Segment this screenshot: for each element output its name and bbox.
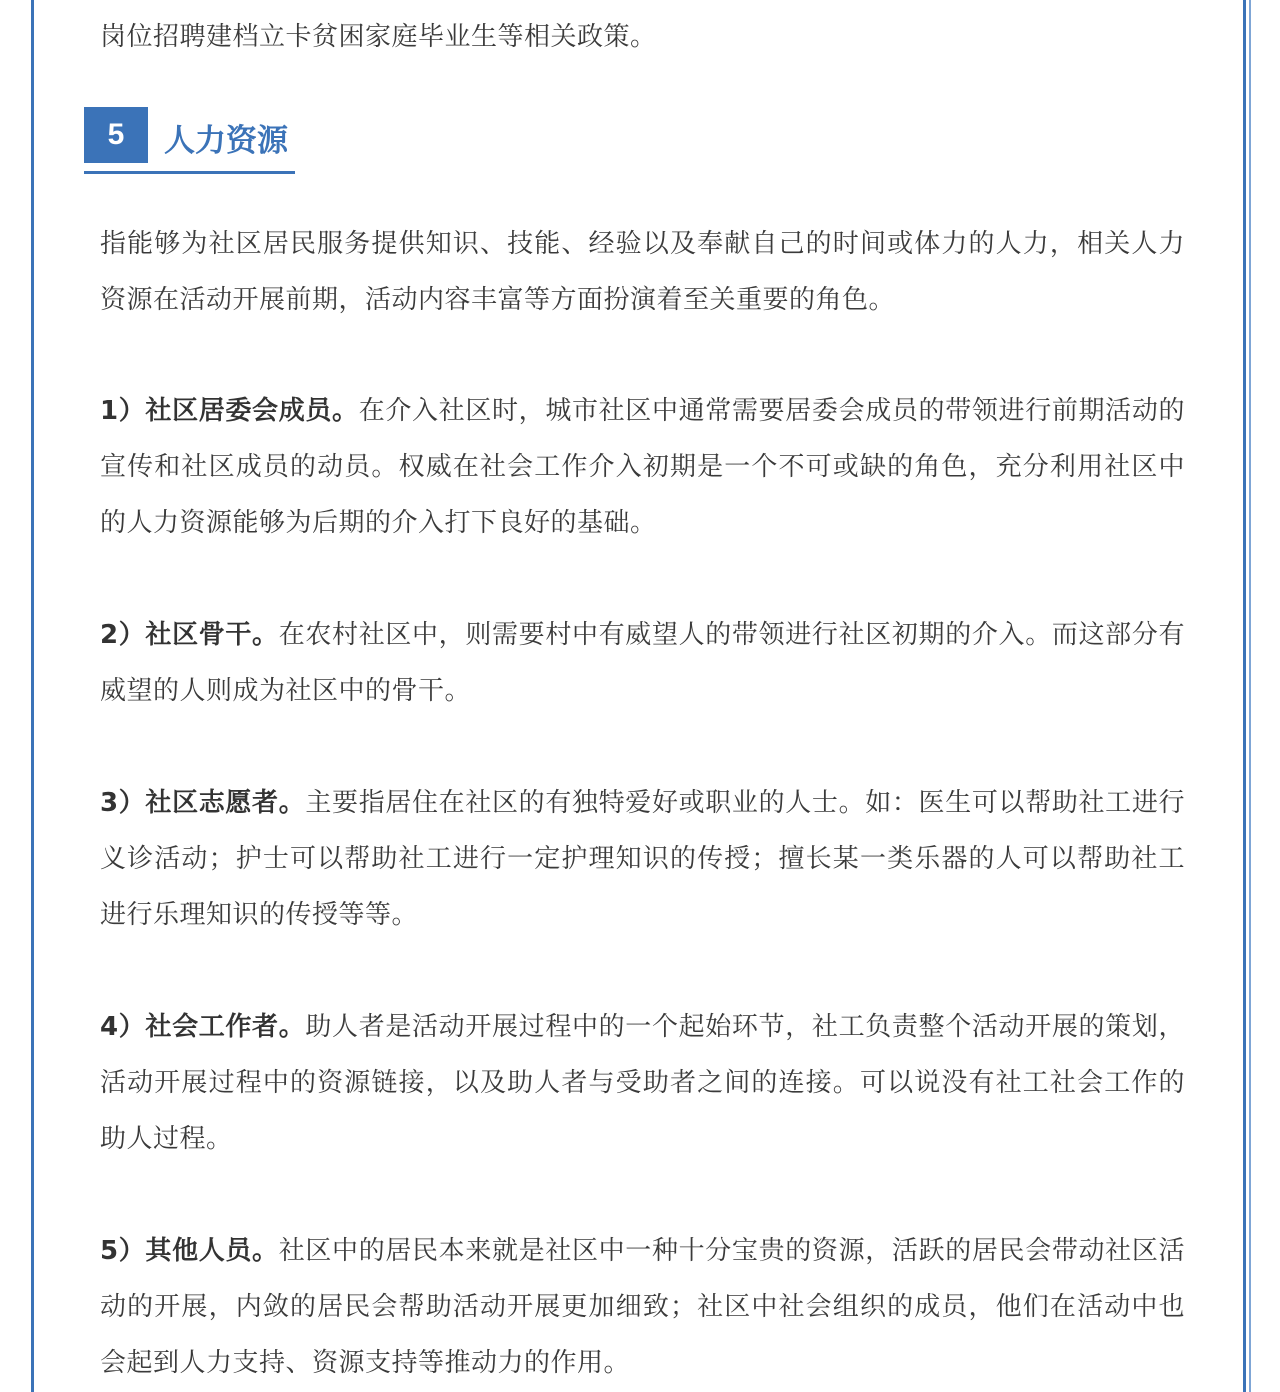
- item-paragraph: [100, 383, 1185, 551]
- item-lead: 5）其他人员。: [100, 1236, 279, 1266]
- definition-paragraph: 指能够为社区居民服务提供知识、技能、经验以及奉献自己的时间或体力的人力，相关人力资源在活动开展前期，活动内容丰富等方面扮演着至关重要的角色。: [100, 229, 1185, 315]
- item-paragraph: [100, 775, 1185, 943]
- section-title: 人力资源: [164, 123, 288, 159]
- item-text: 在介入社区时，城市社区中通常需要居委会成员的带领进行前期活动的宣传和社区成员的动员。权威在社会工作介入初期是一个不可或缺的角色，充分利用社区中的人力资源能够为后期的介入打下良好的基础。: [100, 396, 1185, 538]
- intro-tail-paragraph: 岗位招聘建档立卡贫困家庭毕业生等相关政策。: [100, 22, 657, 52]
- item-paragraph: [100, 999, 1185, 1167]
- item-text: 主要指居住在社区的有独特爱好或职业的人士。如：医生可以帮助社工进行义诊活动；护士可以帮助社工进行一定护理知识的传授；擅长某一类乐器的人可以帮助社工进行乐理知识的传授等等。: [100, 788, 1185, 930]
- item-lead: 3）社区志愿者。: [100, 788, 306, 818]
- item-text: 助人者是活动开展过程中的一个起始环节，社工负责整个活动开展的策划，活动开展过程中的资源链接，以及助人者与受助者之间的连接。可以说没有社工社会工作的助人过程。: [100, 1012, 1185, 1154]
- section-number-badge: 5: [84, 107, 148, 163]
- item-lead: 1）社区居委会成员。: [100, 396, 359, 426]
- left-frame-border: [31, 0, 34, 1392]
- right-frame-inner-border: [1249, 0, 1251, 1392]
- item-text: 在农村社区中，则需要村中有威望人的带领进行社区初期的介入。而这部分有威望的人则成为社区中的骨干。: [100, 620, 1185, 706]
- item-text: 社区中的居民本来就是社区中一种十分宝贵的资源，活跃的居民会带动社区活动的开展，内敛的居民会帮助活动开展更加细致；社区中社会组织的成员，他们在活动中也会起到人力支持、资源支持等推动力的作用。: [100, 1236, 1185, 1378]
- right-frame-border: [1243, 0, 1246, 1392]
- section-heading: [84, 107, 295, 174]
- item-paragraph: [100, 607, 1185, 719]
- item-paragraph: [100, 1223, 1185, 1391]
- item-lead: 4）社会工作者。: [100, 1012, 306, 1042]
- item-lead: 2）社区骨干。: [100, 620, 279, 650]
